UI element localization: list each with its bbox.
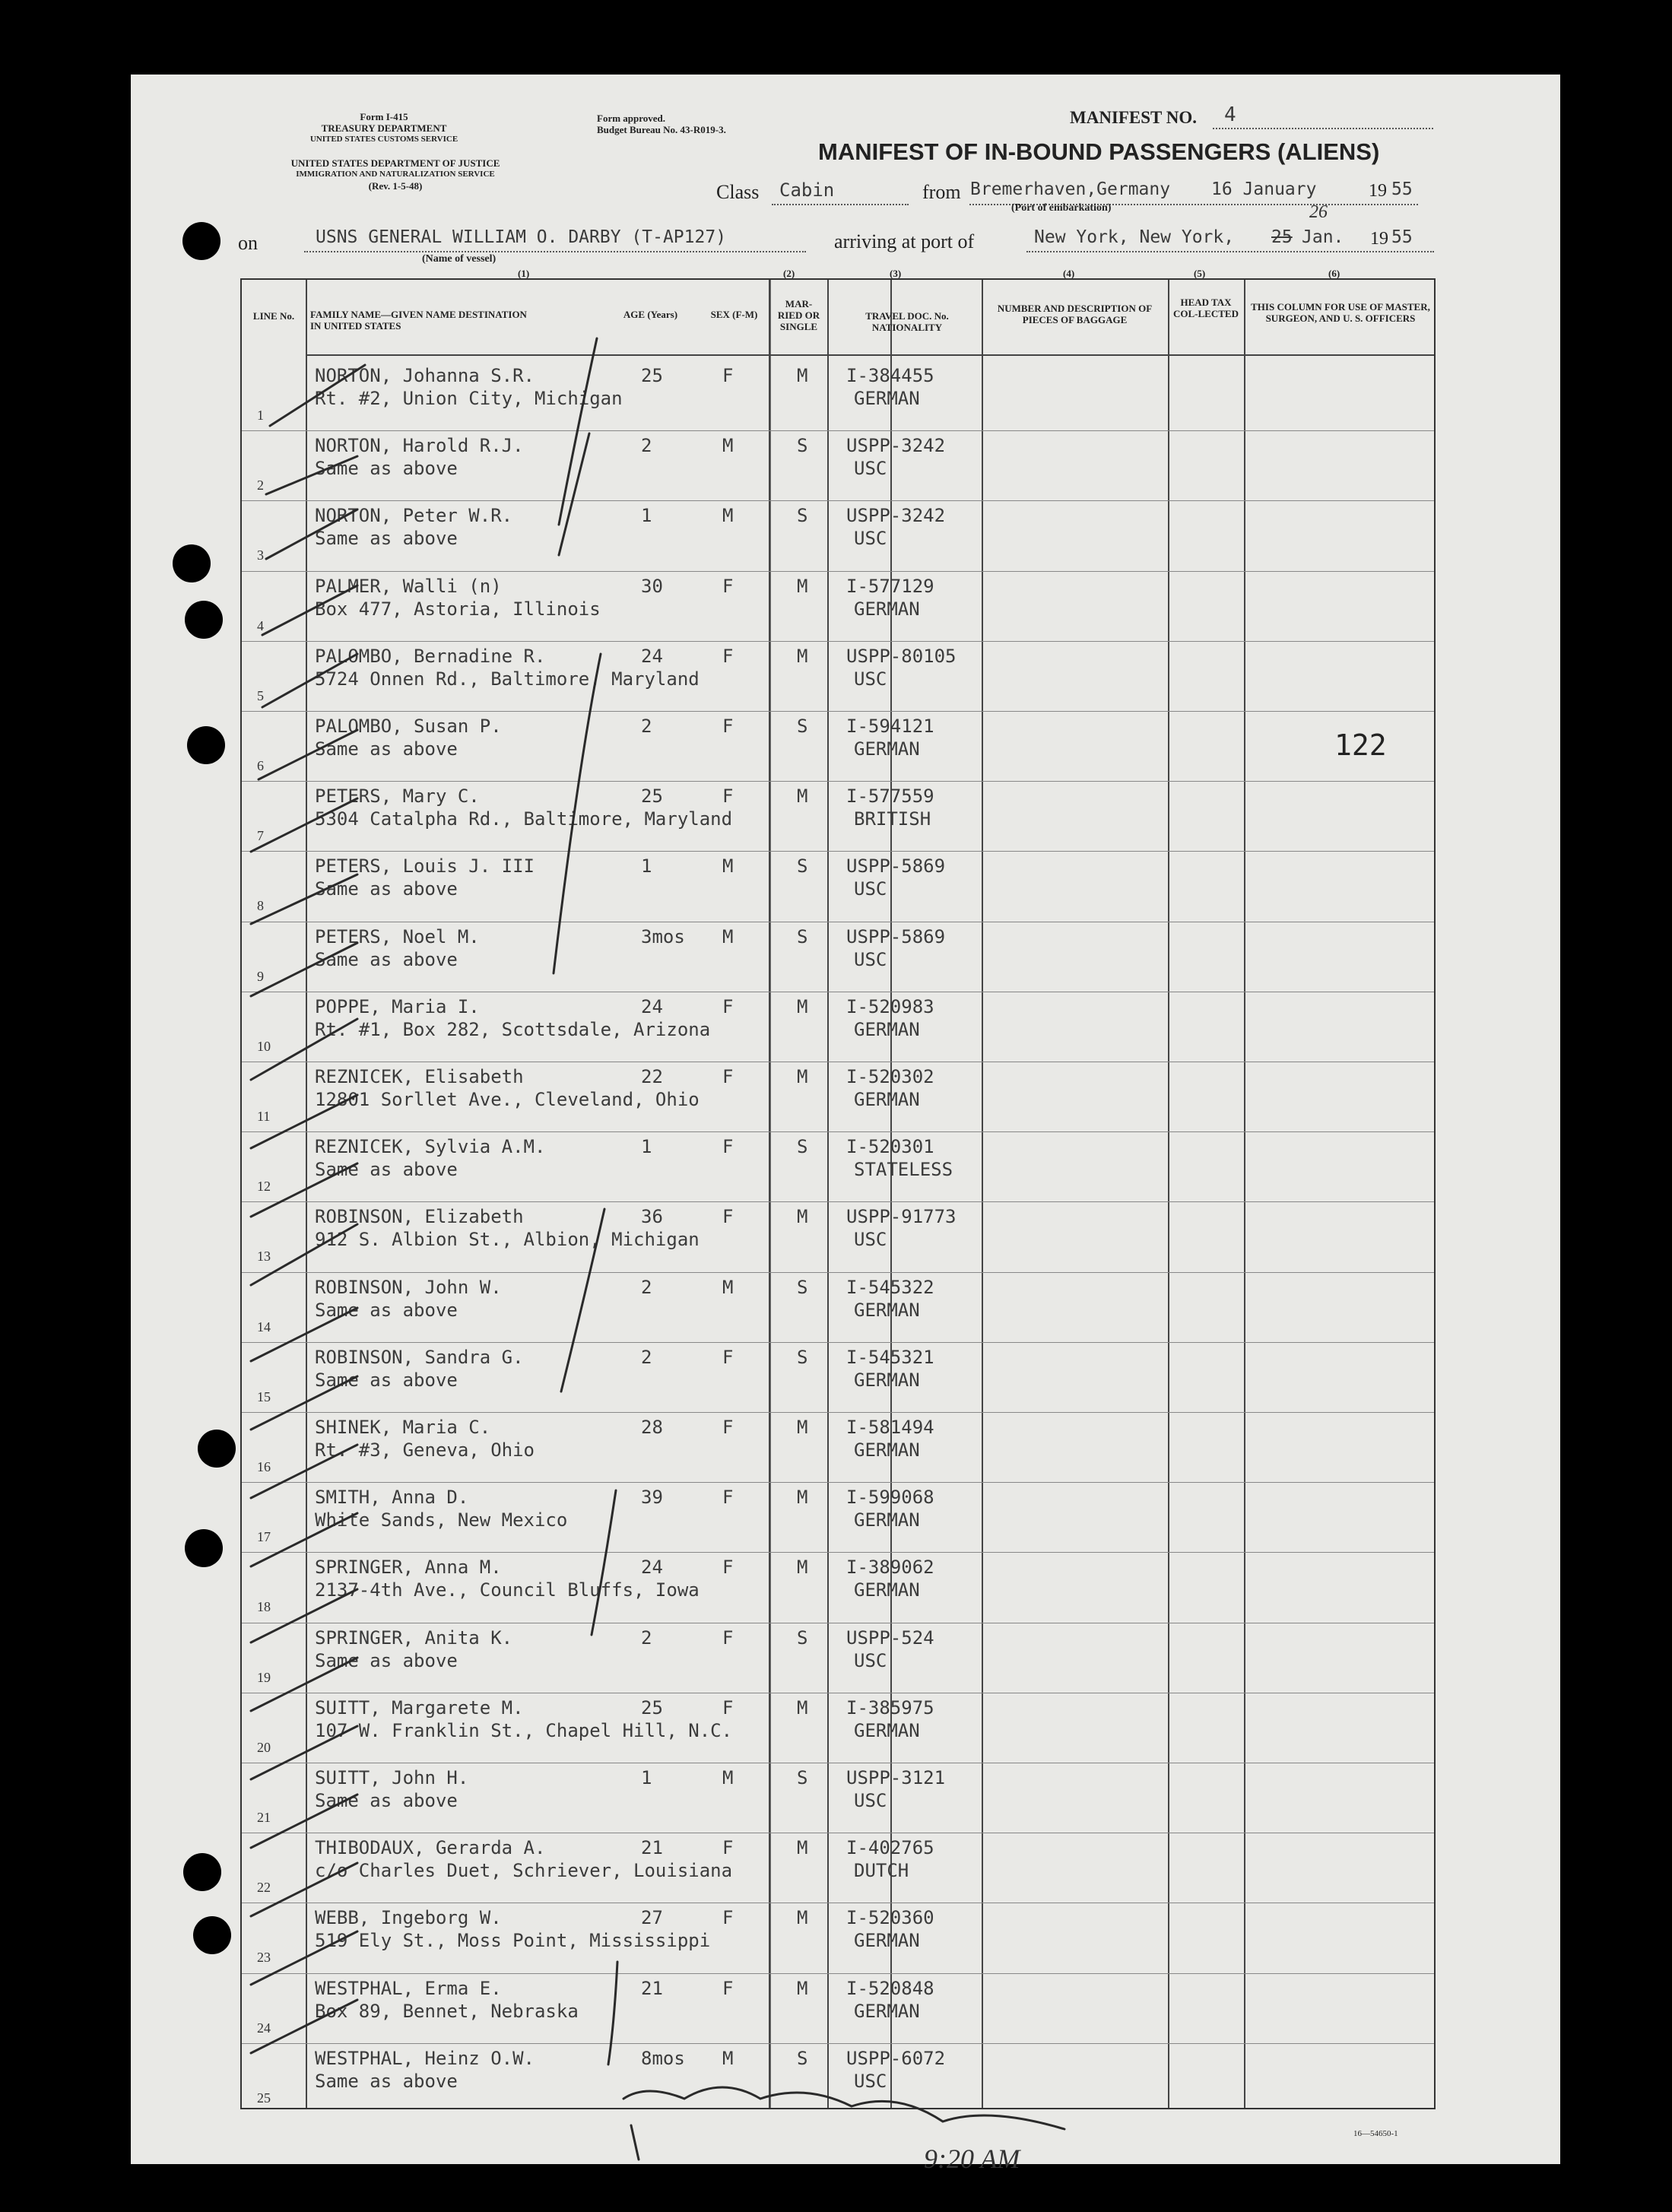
- passenger-name: PALOMBO, Susan P.: [315, 716, 502, 737]
- line-number: 11: [257, 1109, 271, 1124]
- destination: Box 477, Astoria, Illinois: [315, 598, 601, 620]
- table-row: [242, 711, 1434, 781]
- manifest-no-value: 4: [1224, 103, 1236, 126]
- arrival-year-prefix: 19: [1370, 229, 1388, 249]
- form-number: Form I-415: [360, 111, 408, 122]
- travel-doc-no: I-520983: [846, 995, 934, 1017]
- marital-status: S: [797, 2047, 808, 2069]
- destination: Rt. #2, Union City, Michigan: [315, 388, 623, 409]
- travel-doc-no: I-385975: [846, 1696, 934, 1719]
- nationality: USC: [854, 2070, 887, 2092]
- destination: Same as above: [315, 948, 458, 970]
- age: 2: [641, 1626, 652, 1649]
- passenger-name: REZNICEK, Sylvia A.M.: [315, 1136, 546, 1158]
- customs-service: UNITED STATES CUSTOMS SERVICE: [309, 135, 458, 144]
- nationality: GERMAN: [854, 1579, 920, 1601]
- line-number: 24: [257, 2020, 271, 2036]
- travel-doc-no: I-520360: [846, 1907, 934, 1929]
- destination: 5724 Onnen Rd., Baltimore, Maryland: [315, 668, 700, 690]
- line-number: 12: [257, 1179, 271, 1195]
- marital-status: M: [797, 575, 808, 597]
- sex: F: [722, 1066, 734, 1087]
- col-num-1: (1): [518, 268, 530, 279]
- table-row: [242, 1062, 1434, 1131]
- travel-doc-no: USPP-524: [846, 1626, 934, 1649]
- passenger-name: ROBINSON, John W.: [315, 1276, 502, 1298]
- table-row: [242, 2043, 1434, 2113]
- punch-hole: [183, 1853, 221, 1891]
- line-number: 21: [257, 1810, 271, 1825]
- line-number: 13: [257, 1249, 271, 1265]
- punch-hole: [198, 1430, 236, 1468]
- sex: F: [722, 785, 734, 808]
- revision-date: (Rev. 1-5-48): [368, 180, 423, 192]
- table-row: [242, 1412, 1434, 1482]
- arrival-day-struck: 25: [1271, 227, 1293, 247]
- manifest-title: MANIFEST OF IN-BOUND PASSENGERS (ALIENS): [818, 138, 1380, 165]
- table-row: [242, 1482, 1434, 1552]
- age: 30: [641, 575, 663, 597]
- travel-doc-no: USPP-3242: [846, 435, 946, 457]
- passenger-name: PALOMBO, Bernadine R.: [315, 645, 546, 667]
- nationality: USC: [854, 878, 887, 900]
- on-label: on: [238, 232, 258, 254]
- col-name: FAMILY NAME—GIVEN NAME DESTINATION IN UNITED STATES: [310, 309, 527, 332]
- travel-doc-no: USPP-91773: [846, 1206, 957, 1228]
- passenger-name: SPRINGER, Anita K.: [315, 1626, 513, 1649]
- sex: F: [722, 1977, 734, 1999]
- age: 8mos: [641, 2047, 685, 2069]
- age: 1: [641, 1136, 652, 1158]
- col-age: AGE (Years): [623, 309, 678, 320]
- nationality: USC: [854, 528, 887, 550]
- passenger-name: POPPE, Maria I.: [315, 995, 480, 1017]
- passenger-name: PETERS, Noel M.: [315, 925, 480, 947]
- line-number: 16: [257, 1459, 271, 1474]
- footer-code: 16—54650-1: [1353, 2129, 1398, 2138]
- sex: F: [722, 1136, 734, 1158]
- age: 25: [641, 365, 663, 386]
- sex: F: [722, 365, 734, 386]
- nationality: GERMAN: [854, 1509, 920, 1531]
- age: 1: [641, 505, 652, 527]
- travel-doc-no: I-520301: [846, 1136, 934, 1158]
- nationality: BRITISH: [854, 808, 931, 830]
- passenger-table: [240, 278, 1436, 2109]
- col-travel-doc: TRAVEL DOC. No. NATIONALITY: [865, 310, 949, 333]
- embarkation-date: 16 January: [1211, 179, 1317, 199]
- destination: 107 W. Franklin St., Chapel Hill, N.C.: [315, 1719, 733, 1741]
- marital-status: M: [797, 645, 808, 667]
- marital-status: M: [797, 785, 808, 808]
- nationality: GERMAN: [854, 1018, 920, 1040]
- marital-status: S: [797, 505, 808, 527]
- age: 25: [641, 1696, 663, 1719]
- passenger-name: PETERS, Mary C.: [315, 785, 480, 808]
- col-num-5: (5): [1194, 268, 1206, 279]
- age: 3mos: [641, 925, 685, 947]
- port-of-embarkation: Bremerhaven,Germany: [970, 179, 1171, 199]
- sex: M: [722, 1276, 734, 1298]
- destination: Same as above: [315, 1159, 458, 1181]
- marital-status: M: [797, 1977, 808, 1999]
- age: 27: [641, 1907, 663, 1929]
- punch-hole: [182, 222, 221, 260]
- marital-status: S: [797, 1346, 808, 1368]
- marital-status: M: [797, 1417, 808, 1438]
- marital-status: M: [797, 1487, 808, 1509]
- passenger-name: WESTPHAL, Heinz O.W.: [315, 2047, 535, 2069]
- passenger-name: SUITT, John H.: [315, 1767, 469, 1788]
- sex: F: [722, 1487, 734, 1509]
- line-number: 15: [257, 1388, 271, 1404]
- travel-doc-no: USPP-5869: [846, 855, 946, 878]
- line-number: 3: [257, 547, 264, 563]
- sex: F: [722, 1626, 734, 1649]
- nationality: USC: [854, 1790, 887, 1811]
- travel-doc-no: I-389062: [846, 1557, 934, 1579]
- line-number: 18: [257, 1599, 271, 1615]
- marital-status: S: [797, 1136, 808, 1158]
- col-num-4: (4): [1063, 268, 1075, 279]
- age: 1: [641, 1767, 652, 1788]
- nationality: GERMAN: [854, 1299, 920, 1321]
- col-sex: SEX (F-M): [710, 309, 758, 320]
- sex: F: [722, 995, 734, 1017]
- destination: 12801 Sorllet Ave., Cleveland, Ohio: [315, 1089, 700, 1110]
- destination: 5304 Catalpha Rd., Baltimore, Maryland: [315, 808, 733, 830]
- table-row: [242, 1623, 1434, 1693]
- sex: F: [722, 716, 734, 737]
- line-number: 17: [257, 1529, 271, 1545]
- age: 1: [641, 855, 652, 878]
- travel-doc-no: I-520848: [846, 1977, 934, 1999]
- line-number: 25: [257, 2090, 271, 2106]
- line-number: 4: [257, 617, 264, 633]
- punch-hole: [185, 601, 223, 639]
- sex: M: [722, 855, 734, 878]
- nationality: GERMAN: [854, 1930, 920, 1952]
- arrival-year: 55: [1391, 227, 1413, 247]
- travel-doc-no: USPP-5869: [846, 925, 946, 947]
- col-line-no: LINE No.: [252, 310, 295, 322]
- passenger-name: ROBINSON, Elizabeth: [315, 1206, 524, 1228]
- destination: Same as above: [315, 2070, 458, 2092]
- destination: c/o Charles Duet, Schriever, Louisiana: [315, 1860, 733, 1882]
- line-number: 19: [257, 1669, 271, 1685]
- table-row: [242, 1693, 1434, 1763]
- destination: Rt. #1, Box 282, Scottsdale, Arizona: [315, 1018, 711, 1040]
- marital-status: M: [797, 995, 808, 1017]
- embark-year: 55: [1391, 179, 1413, 199]
- nationality: GERMAN: [854, 1369, 920, 1391]
- destination: Same as above: [315, 1369, 458, 1391]
- travel-doc-no: I-520302: [846, 1066, 934, 1087]
- sex: M: [722, 505, 734, 527]
- marital-status: M: [797, 1557, 808, 1579]
- nationality: GERMAN: [854, 598, 920, 620]
- table-row: [242, 571, 1434, 641]
- table-row: [242, 1272, 1434, 1342]
- passenger-name: WESTPHAL, Erma E.: [315, 1977, 502, 1999]
- travel-doc-no: USPP-3121: [846, 1767, 946, 1788]
- sex: M: [722, 925, 734, 947]
- destination: Same as above: [315, 458, 458, 480]
- passenger-name: REZNICEK, Elisabeth: [315, 1066, 524, 1087]
- passenger-name: SHINEK, Maria C.: [315, 1417, 491, 1438]
- destination: 519 Ely St., Moss Point, Mississippi: [315, 1930, 711, 1952]
- col-num-2: (2): [783, 268, 795, 279]
- col-num-3: (3): [890, 268, 902, 279]
- line-number: 5: [257, 687, 264, 703]
- justice-department: UNITED STATES DEPARTMENT OF JUSTICE: [290, 157, 500, 169]
- table-row: [242, 922, 1434, 992]
- nationality: GERMAN: [854, 1089, 920, 1110]
- table-row: [242, 360, 1434, 430]
- marital-status: S: [797, 925, 808, 947]
- destination: Rt. #3, Geneva, Ohio: [315, 1439, 535, 1461]
- arriving-label: arriving at port of: [834, 230, 975, 252]
- travel-doc-no: I-577129: [846, 575, 934, 597]
- destination: Same as above: [315, 1299, 458, 1321]
- treasury-department: TREASURY DEPARTMENT: [321, 122, 447, 134]
- table-row: [242, 1833, 1434, 1903]
- sex: M: [722, 2047, 734, 2069]
- age: 28: [641, 1417, 663, 1438]
- line-number: 9: [257, 968, 264, 984]
- destination: Same as above: [315, 738, 458, 760]
- sex: F: [722, 575, 734, 597]
- table-row: [242, 781, 1434, 851]
- nationality: STATELESS: [854, 1159, 953, 1181]
- destination: Box 89, Bennet, Nebraska: [315, 2000, 579, 2022]
- table-row: [242, 851, 1434, 921]
- age: 2: [641, 435, 652, 457]
- travel-doc-no: I-384455: [846, 365, 934, 386]
- line-number: 20: [257, 1739, 271, 1755]
- nationality: USC: [854, 1649, 887, 1671]
- sex: M: [722, 435, 734, 457]
- passenger-name: THIBODAUX, Gerarda A.: [315, 1837, 546, 1859]
- sex: F: [722, 645, 734, 667]
- nationality: GERMAN: [854, 2000, 920, 2022]
- line-number: 14: [257, 1319, 271, 1334]
- passenger-name: SUITT, Margarete M.: [315, 1696, 524, 1719]
- marital-status: M: [797, 1206, 808, 1228]
- sex: F: [722, 1346, 734, 1368]
- travel-doc-no: I-545322: [846, 1276, 934, 1298]
- class-value: Cabin: [779, 179, 835, 201]
- table-row: [242, 1131, 1434, 1201]
- line-number: 22: [257, 1880, 271, 1896]
- line-number: 7: [257, 828, 264, 844]
- marital-status: S: [797, 435, 808, 457]
- line-number: 1: [257, 408, 264, 423]
- sex: F: [722, 1837, 734, 1859]
- port-embarkation-caption: (Port of embarkation): [1011, 202, 1112, 214]
- punch-hole: [193, 1916, 231, 1954]
- line-number: 6: [257, 758, 264, 773]
- punch-hole: [173, 544, 211, 582]
- table-row: [242, 1201, 1434, 1271]
- table-row: [242, 1973, 1434, 2043]
- destination: White Sands, New Mexico: [315, 1509, 568, 1531]
- travel-doc-no: USPP-6072: [846, 2047, 946, 2069]
- destination: Same as above: [315, 878, 458, 900]
- age: 36: [641, 1206, 663, 1228]
- age: 2: [641, 1276, 652, 1298]
- manifest-no-label: MANIFEST NO.: [1070, 108, 1197, 127]
- age: 21: [641, 1837, 663, 1859]
- punch-hole: [185, 1529, 223, 1567]
- passenger-name: PETERS, Louis J. III: [315, 855, 535, 878]
- margin-note: 122: [1334, 728, 1387, 762]
- vessel-name: USNS GENERAL WILLIAM O. DARBY (T-AP127): [316, 227, 727, 247]
- marital-status: M: [797, 1837, 808, 1859]
- travel-doc-no: USPP-80105: [846, 645, 957, 667]
- arrival-port: New York, New York,: [1034, 227, 1235, 247]
- table-row: [242, 1552, 1434, 1622]
- from-label: from: [922, 181, 961, 203]
- marital-status: M: [797, 1066, 808, 1087]
- col-officers: THIS COLUMN FOR USE OF MASTER, SURGEON, AND U. S. OFFICERS: [1251, 301, 1430, 324]
- marital-status: S: [797, 1767, 808, 1788]
- table-row: [242, 1763, 1434, 1833]
- sex: F: [722, 1696, 734, 1719]
- col-num-6: (6): [1328, 268, 1340, 279]
- col-head-tax: HEAD TAX COL-LECTED: [1173, 297, 1239, 319]
- destination: 2137-4th Ave., Council Bluffs, Iowa: [315, 1579, 700, 1601]
- passenger-name: WEBB, Ingeborg W.: [315, 1907, 502, 1929]
- line-number: 10: [257, 1038, 271, 1054]
- age: 24: [641, 645, 663, 667]
- sex: M: [722, 1767, 734, 1788]
- marital-status: S: [797, 1626, 808, 1649]
- age: 24: [641, 995, 663, 1017]
- passenger-name: NORTON, Johanna S.R.: [315, 365, 535, 386]
- marital-status: S: [797, 855, 808, 878]
- travel-doc-no: I-577559: [846, 785, 934, 808]
- form-approved: Form approved.: [597, 113, 666, 124]
- table-row: [242, 1342, 1434, 1412]
- travel-doc-no: I-545321: [846, 1346, 934, 1368]
- table-row: [242, 992, 1434, 1062]
- travel-doc-no: I-599068: [846, 1487, 934, 1509]
- destination: Same as above: [315, 528, 458, 550]
- arrival-day-corrected: 26: [1309, 202, 1328, 222]
- destination: Same as above: [315, 1649, 458, 1671]
- nationality: GERMAN: [854, 388, 920, 409]
- col-married: MAR-RIED OR SINGLE: [777, 298, 820, 332]
- signature-time-note: 9:20 AM: [924, 2144, 1020, 2174]
- passenger-name: SMITH, Anna D.: [315, 1487, 469, 1509]
- class-label: Class: [716, 181, 760, 203]
- passenger-name: PALMER, Walli (n): [315, 575, 502, 597]
- passenger-name: SPRINGER, Anna M.: [315, 1557, 502, 1579]
- col-baggage: NUMBER AND DESCRIPTION OF PIECES OF BAGGAGE: [997, 303, 1153, 325]
- travel-doc-no: I-581494: [846, 1417, 934, 1438]
- sex: F: [722, 1206, 734, 1228]
- age: 25: [641, 785, 663, 808]
- travel-doc-no: I-402765: [846, 1837, 934, 1859]
- passenger-name: NORTON, Peter W.R.: [315, 505, 513, 527]
- table-row: [242, 500, 1434, 570]
- age: 2: [641, 716, 652, 737]
- travel-doc-no: I-594121: [846, 716, 934, 737]
- passenger-name: ROBINSON, Sandra G.: [315, 1346, 524, 1368]
- nationality: USC: [854, 668, 887, 690]
- table-row: [242, 430, 1434, 500]
- table-row: [242, 641, 1434, 711]
- destination: 912 S. Albion St., Albion, Michigan: [315, 1229, 700, 1251]
- age: 21: [641, 1977, 663, 1999]
- nationality: USC: [854, 458, 887, 480]
- sex: F: [722, 1557, 734, 1579]
- line-number: 2: [257, 478, 264, 493]
- passenger-name: NORTON, Harold R.J.: [315, 435, 524, 457]
- immigration-service: IMMIGRATION AND NATURALIZATION SERVICE: [296, 170, 495, 179]
- arrival-month: Jan.: [1302, 227, 1344, 247]
- line-number: 23: [257, 1950, 271, 1966]
- sex: F: [722, 1417, 734, 1438]
- budget-bureau: Budget Bureau No. 43-R019-3.: [597, 124, 726, 135]
- nationality: GERMAN: [854, 1719, 920, 1741]
- nationality: DUTCH: [854, 1860, 909, 1882]
- nationality: GERMAN: [854, 738, 920, 760]
- marital-status: S: [797, 716, 808, 737]
- marital-status: S: [797, 1276, 808, 1298]
- vessel-caption: (Name of vessel): [422, 253, 497, 265]
- punch-hole: [187, 726, 225, 764]
- destination: Same as above: [315, 1790, 458, 1811]
- nationality: USC: [854, 1229, 887, 1251]
- nationality: GERMAN: [854, 1439, 920, 1461]
- travel-doc-no: USPP-3242: [846, 505, 946, 527]
- marital-status: M: [797, 1907, 808, 1929]
- age: 22: [641, 1066, 663, 1087]
- marital-status: M: [797, 1696, 808, 1719]
- nationality: USC: [854, 948, 887, 970]
- age: 2: [641, 1346, 652, 1368]
- age: 24: [641, 1557, 663, 1579]
- marital-status: M: [797, 365, 808, 386]
- sex: F: [722, 1907, 734, 1929]
- age: 39: [641, 1487, 663, 1509]
- line-number: 8: [257, 898, 264, 914]
- embark-year-prefix: 19: [1369, 181, 1387, 201]
- table-row: [242, 1903, 1434, 1972]
